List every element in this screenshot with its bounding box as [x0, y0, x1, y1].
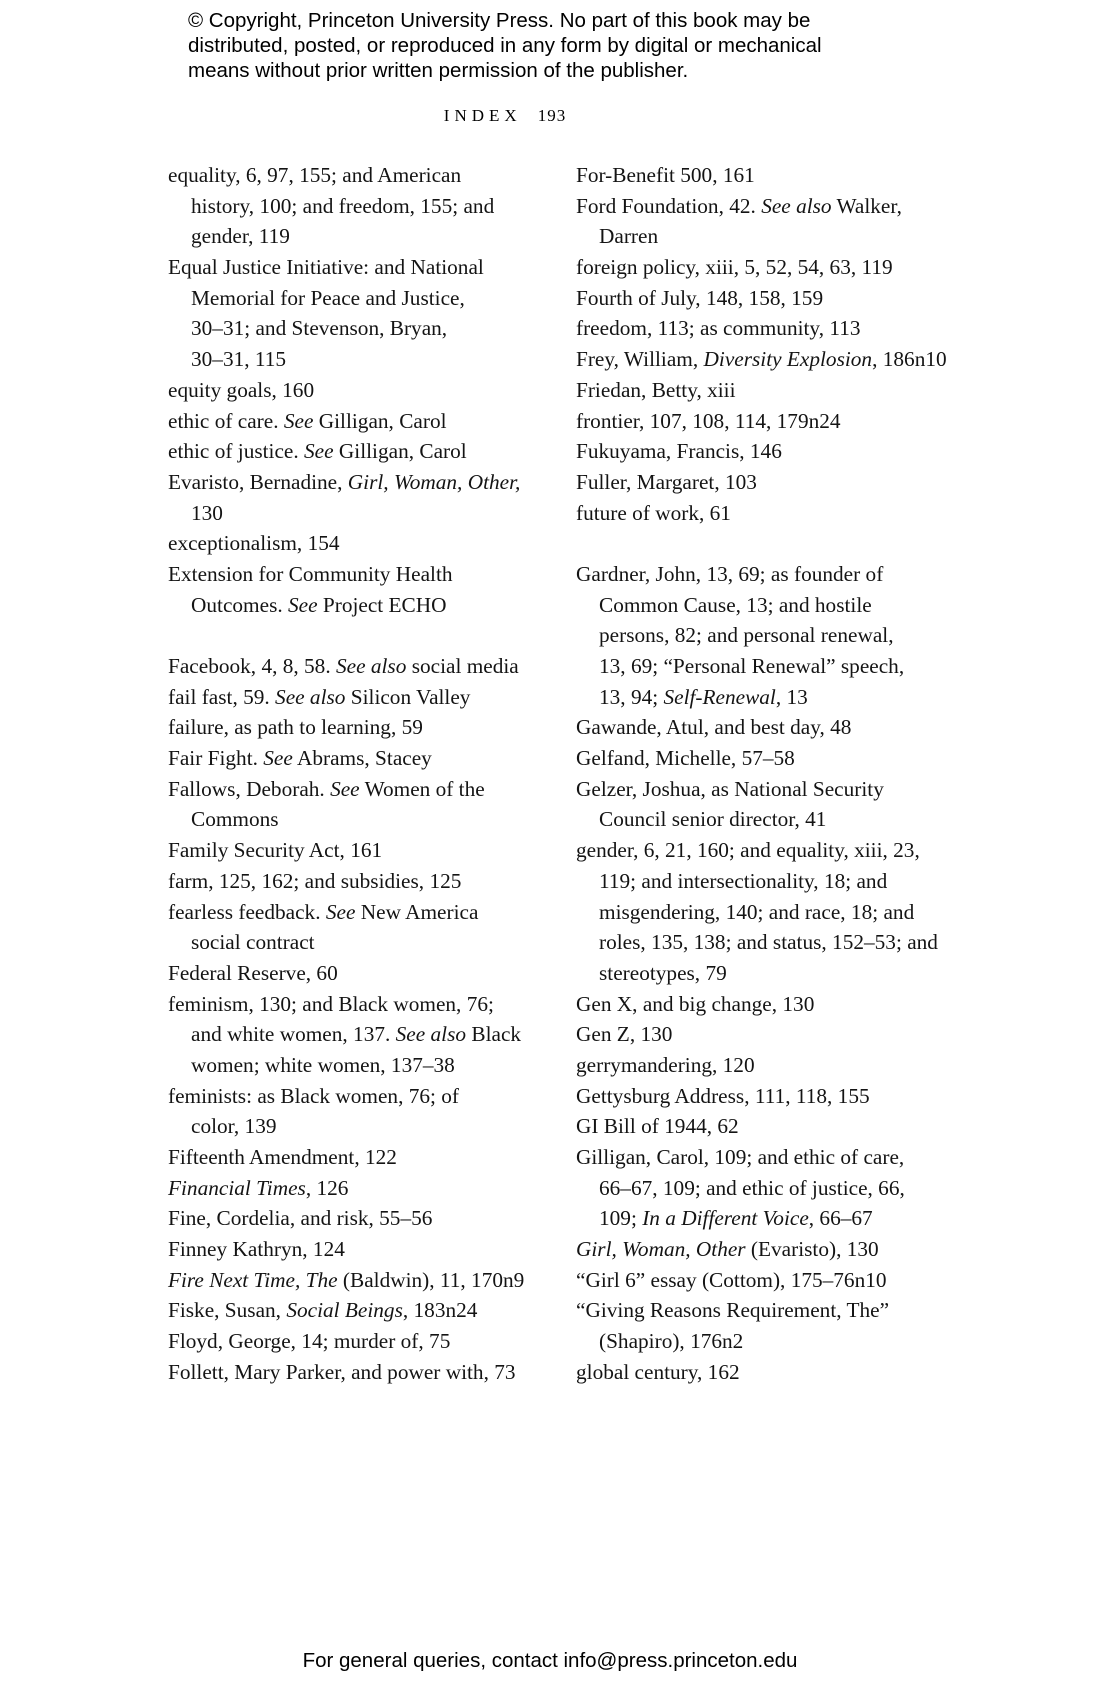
copyright-line: distributed, posted, or reproduced in any form by digital or mechanical	[188, 34, 822, 57]
index-line: Follett, Mary Parker, and power with, 73	[168, 1359, 516, 1384]
index-line: fail fast, 59. See also Silicon Valley	[168, 684, 471, 709]
index-line: Fallows, Deborah. See Women of the	[168, 776, 485, 801]
index-line: Fire Next Time, The (Baldwin), 11, 170n9	[168, 1267, 525, 1292]
index-line: Fukuyama, Francis, 146	[576, 439, 782, 464]
index-line: Gardner, John, 13, 69; as founder of	[576, 561, 884, 586]
index-line: Gilligan, Carol, 109; and ethic of care,	[576, 1145, 905, 1169]
index-line: Common Cause, 13; and hostile	[599, 592, 872, 617]
index-line: Gen X, and big change, 130	[576, 991, 815, 1016]
index-line: frontier, 107, 108, 114, 179n24	[576, 408, 841, 433]
index-line: roles, 135, 138; and status, 152–53; and	[599, 930, 938, 955]
page-number: 193	[537, 106, 567, 125]
index-line: Facebook, 4, 8, 58. See also social media	[168, 654, 519, 678]
index-line: Gettysburg Address, 111, 118, 155	[576, 1083, 870, 1108]
index-line: Fuller, Margaret, 103	[576, 469, 757, 494]
index-line: Frey, William, Diversity Explosion, 186n10	[576, 347, 947, 372]
index-line: ethic of justice. See Gilligan, Carol	[168, 439, 467, 464]
index-line: equity goals, 160	[168, 377, 315, 402]
index-line: Outcomes. See Project ECHO	[191, 592, 447, 617]
index-line: foreign policy, xiii, 5, 52, 54, 63, 119	[576, 255, 893, 280]
index-line: Evaristo, Bernadine, Girl, Woman, Other,	[168, 469, 521, 494]
index-line: Finney Kathryn, 124	[168, 1237, 345, 1262]
index-line: Equal Justice Initiative: and National	[168, 255, 484, 280]
index-line: feminists: as Black women, 76; of	[168, 1083, 460, 1108]
index-line: equality, 6, 97, 155; and American	[168, 163, 462, 187]
index-line-gap	[168, 620, 524, 651]
index-line: 119; and intersectionality, 18; and	[599, 868, 888, 893]
index-line: Fine, Cordelia, and risk, 55–56	[168, 1206, 433, 1231]
index-line: farm, 125, 162; and subsidies, 125	[168, 868, 462, 893]
index-line: “Girl 6” essay (Cottom), 175–76n10	[576, 1267, 887, 1292]
index-column-right	[576, 160, 947, 1388]
index-line: GI Bill of 1944, 62	[576, 1114, 739, 1139]
index-line: Gen Z, 130	[576, 1022, 673, 1047]
index-line: 109; In a Different Voice, 66–67	[599, 1206, 873, 1231]
index-line: ethic of care. See Gilligan, Carol	[168, 408, 447, 433]
index-line: misgendering, 140; and race, 18; and	[599, 899, 915, 924]
index-line: Fifteenth Amendment, 122	[168, 1145, 397, 1169]
index-line: Gelzer, Joshua, as National Security	[576, 776, 884, 801]
index-line: Ford Foundation, 42. See also Walker,	[576, 193, 902, 218]
index-line: 30–31, 115	[191, 347, 287, 372]
copyright-notice	[188, 8, 868, 83]
index-line: Friedan, Betty, xiii	[576, 377, 736, 402]
index-line: fearless feedback. See New America	[168, 899, 479, 924]
index-line: stereotypes, 79	[599, 960, 727, 985]
copyright-line: © Copyright, Princeton University Press. No part of this book may be	[188, 9, 811, 32]
index-line: 130	[191, 500, 223, 525]
index-line: Fiske, Susan, Social Beings, 183n24	[168, 1298, 478, 1323]
index-line: Fair Fight. See Abrams, Stacey	[168, 746, 432, 771]
index-line: Commons	[191, 807, 279, 832]
index-line: Financial Times, 126	[168, 1175, 349, 1200]
index-line: exceptionalism, 154	[168, 531, 340, 556]
index-line: freedom, 113; as community, 113	[576, 316, 861, 341]
index-line: 13, 69; “Personal Renewal” speech,	[599, 654, 905, 678]
index-line: “Giving Reasons Requirement, The”	[576, 1298, 890, 1323]
index-line: global century, 162	[576, 1359, 740, 1384]
index-line: Council senior director, 41	[599, 807, 827, 832]
running-head	[0, 106, 1010, 126]
index-line: Fourth of July, 148, 158, 159	[576, 285, 824, 310]
index-line: Girl, Woman, Other (Evaristo), 130	[576, 1237, 879, 1262]
index-line: Darren	[599, 224, 659, 249]
index-line: (Shapiro), 176n2	[599, 1329, 744, 1354]
index-line-gap	[576, 528, 947, 559]
index-line: Gelfand, Michelle, 57–58	[576, 746, 795, 771]
index-line: and white women, 137. See also Black	[191, 1022, 522, 1047]
index-line: gender, 6, 21, 160; and equality, xiii, 23,	[576, 838, 920, 863]
index-line: history, 100; and freedom, 155; and	[191, 193, 495, 218]
index-line: gerrymandering, 120	[576, 1052, 755, 1077]
index-line: failure, as path to learning, 59	[168, 715, 423, 740]
index-line: future of work, 61	[576, 500, 731, 525]
index-line: 13, 94; Self-Renewal, 13	[599, 684, 808, 709]
footer-contact: For general queries, contact info@press.princeton.edu	[302, 1649, 798, 1672]
index-line: color, 139	[191, 1114, 277, 1139]
copyright-line: means without prior written permission of the publisher.	[188, 59, 689, 82]
index-column-left	[168, 160, 524, 1388]
index-line: Gawande, Atul, and best day, 48	[576, 715, 852, 740]
running-head-title: INDEX	[443, 106, 522, 125]
index-line: social contract	[191, 930, 315, 955]
index-line: gender, 119	[191, 224, 290, 249]
index-line: Extension for Community Health	[168, 561, 453, 586]
index-line: 66–67, 109; and ethic of justice, 66,	[599, 1175, 905, 1200]
index-line: Family Security Act, 161	[168, 838, 383, 863]
index-line: feminism, 130; and Black women, 76;	[168, 991, 494, 1016]
index-line: Floyd, George, 14; murder of, 75	[168, 1329, 451, 1354]
index-line: persons, 82; and personal renewal,	[599, 623, 894, 648]
index-line: 30–31; and Stevenson, Bryan,	[191, 316, 448, 341]
index-line: Federal Reserve, 60	[168, 960, 338, 985]
index-line: Memorial for Peace and Justice,	[191, 285, 465, 310]
index-line: For-Benefit 500, 161	[576, 163, 755, 187]
index-line: women; white women, 137–38	[191, 1052, 455, 1077]
